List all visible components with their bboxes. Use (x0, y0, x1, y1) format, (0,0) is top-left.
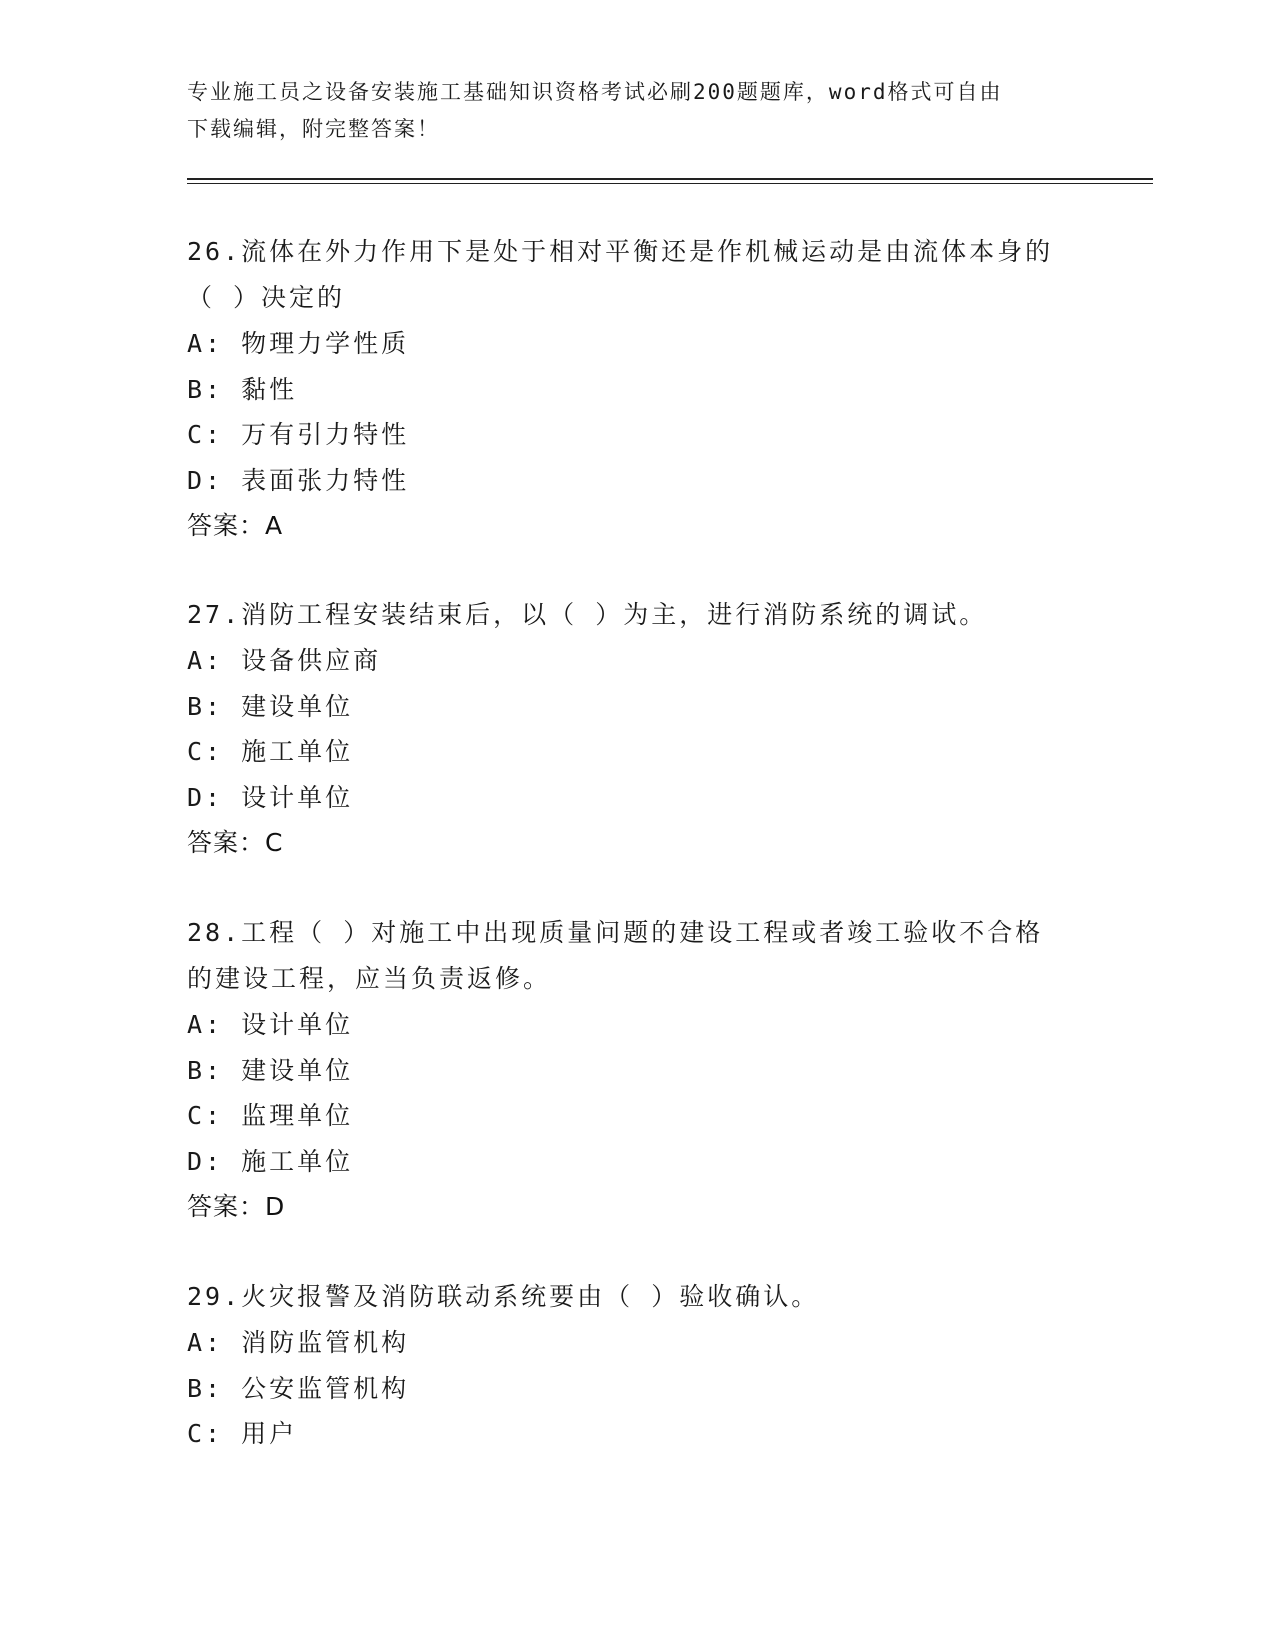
option-d: D: 施工单位 (187, 1146, 354, 1176)
answer: 答案：A (187, 511, 284, 540)
option-a: A: 消防监管机构 (187, 1328, 410, 1357)
question-text-cont: 的建设工程，应当负责返修。 (187, 964, 552, 993)
option-c: C: 万有引力特性 (187, 420, 410, 449)
option-b: B: 黏性 (187, 374, 298, 404)
header-line-1: 专业施工员之设备安装施工基础知识资格考试必刷200题题库，word格式可自由 (187, 80, 1003, 104)
question-text: 29.火灾报警及消防联动系统要由（ ）验收确认。 (187, 1282, 820, 1311)
question-27 (187, 592, 1087, 866)
option-b: B: 公安监管机构 (187, 1373, 410, 1403)
header-divider-thin (187, 183, 1153, 184)
option-a: A: 设备供应商 (187, 646, 382, 675)
question-28 (187, 910, 1087, 1230)
question-text-cont: （ ）决定的 (187, 283, 346, 312)
answer: 答案：D (187, 1192, 286, 1221)
document-header (187, 74, 1087, 148)
option-b: B: 建设单位 (187, 1055, 354, 1085)
question-29 (187, 1274, 1087, 1457)
question-text: 26.流体在外力作用下是处于相对平衡还是作机械运动是由流体本身的 (187, 237, 1054, 266)
option-d: D: 设计单位 (187, 782, 354, 812)
question-text: 28.工程（ ）对施工中出现质量问题的建设工程或者竣工验收不合格 (187, 918, 1044, 947)
option-c: C: 用户 (187, 1419, 298, 1448)
option-d: D: 表面张力特性 (187, 465, 410, 495)
option-a: A: 设计单位 (187, 1010, 354, 1039)
header-divider-thick (187, 178, 1153, 180)
question-26 (187, 229, 1087, 549)
option-b: B: 建设单位 (187, 691, 354, 721)
answer: 答案：C (187, 828, 284, 857)
header-line-2: 下载编辑，附完整答案！ (187, 117, 440, 141)
option-c: C: 施工单位 (187, 737, 354, 766)
option-a: A: 物理力学性质 (187, 329, 410, 358)
question-text: 27.消防工程安装结束后，以（ ）为主，进行消防系统的调试。 (187, 600, 988, 629)
option-c: C: 监理单位 (187, 1101, 354, 1130)
